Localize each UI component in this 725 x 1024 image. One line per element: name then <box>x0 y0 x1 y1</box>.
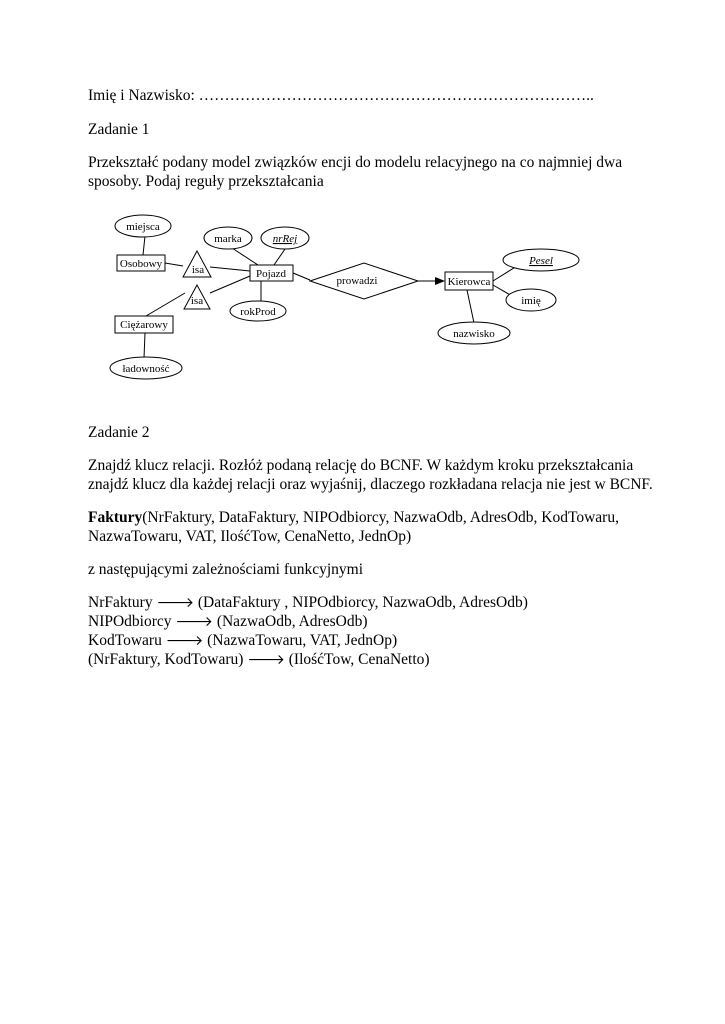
entity-pojazd <box>250 265 293 281</box>
attribute-marka <box>204 227 252 249</box>
arrow-right-icon: 🡒 <box>175 614 213 630</box>
arrow-head-icon <box>435 277 445 285</box>
attribute-rokprod <box>230 301 286 321</box>
attribute-miejsca-label: miejsca <box>126 221 160 233</box>
fd-line <box>88 650 430 670</box>
relationship-label: prowadzi <box>336 275 378 287</box>
isa-label-top: isa <box>191 264 205 276</box>
relation-schema-line1 <box>88 508 619 528</box>
attribute-nrrej <box>261 227 309 249</box>
fd-rhs: (DataFaktury , NIPOdbiorcy, NazwaOdb, AdresOdb) <box>194 594 528 611</box>
task1-title: Zadanie 1 <box>88 121 150 138</box>
arrow-right-icon: 🡒 <box>156 595 194 611</box>
task1-text-line1: Przekształć podany model związków encji do modelu relacyjnego na co najmniej dwa <box>88 154 623 171</box>
attribute-marka-label: marka <box>214 233 242 245</box>
attribute-miejsca <box>115 215 171 237</box>
fd-lhs: NIPOdbiorcy <box>88 613 176 630</box>
fd-lhs: NrFaktury <box>88 594 157 611</box>
isa-triangle-bottom <box>184 285 210 309</box>
isa-triangle-top <box>183 251 211 277</box>
entity-ciezarowy <box>115 316 173 333</box>
attribute-ladownosc-label: ładowność <box>122 363 170 375</box>
fd-rhs: (NazwaTowaru, VAT, JednOp) <box>203 632 398 649</box>
entity-pojazd-label: Pojazd <box>256 268 286 280</box>
relationship-prowadzi <box>310 263 418 299</box>
entity-kierowca <box>445 272 493 290</box>
entity-ciezarowy-label: Ciężarowy <box>120 319 168 331</box>
attribute-nazwisko-label: nazwisko <box>453 328 495 340</box>
fd-lhs: KodTowaru <box>88 632 166 649</box>
fd-rhs: (IlośćTow, CenaNetto) <box>284 651 430 668</box>
task1-text-line2: sposoby. Podaj reguły przekształcania <box>88 173 324 190</box>
fd-line <box>88 631 397 651</box>
relation-name: Faktury <box>88 509 143 526</box>
attribute-ladownosc <box>110 357 182 379</box>
entity-osobowy <box>117 255 165 271</box>
task2-text-line2: znajdź klucz dla każdej relacji oraz wyjaśnij, dlaczego rozkładana relacja nie jest w BCNF. <box>88 476 653 493</box>
arrow-right-icon: 🡒 <box>165 633 204 649</box>
task2-text-line1: Znajdź klucz relacji. Rozłóż podaną relację do BCNF. W każdym kroku przekształcania <box>88 457 634 474</box>
task2-title: Zadanie 2 <box>88 424 150 441</box>
attribute-imie-label: imię <box>521 295 541 307</box>
relation-attributes-line2: NazwaTowaru, VAT, IlośćTow, CenaNetto, JednOp) <box>88 528 412 545</box>
fd-line <box>88 612 367 632</box>
attribute-nrrej-label: nrRej <box>272 233 298 245</box>
entity-kierowca-label: Kierowca <box>447 276 491 288</box>
fd-header: z następującymi zależnościami funkcyjnymi <box>88 561 364 578</box>
attribute-imie <box>506 289 556 311</box>
fd-rhs: (NazwaOdb, AdresOdb) <box>212 613 368 630</box>
attribute-pesel <box>503 249 579 271</box>
attribute-pesel-label: Pesel <box>529 255 553 267</box>
arrow-right-icon: 🡒 <box>247 652 285 668</box>
isa-label-bottom: isa <box>190 295 204 307</box>
er-diagram <box>0 0 725 400</box>
entity-osobowy-label: Osobowy <box>119 258 163 270</box>
fd-lhs: (NrFaktury, KodTowaru) <box>88 651 248 668</box>
name-field-label: Imię i Nazwisko: ………………………………………………………………….. <box>88 87 594 104</box>
attribute-nazwisko <box>438 322 510 344</box>
attribute-rokprod-label: rokProd <box>240 306 276 318</box>
fd-line <box>88 593 528 613</box>
relation-attributes-line1: (NrFaktury, DataFaktury, NIPOdbiorcy, NazwaOdb, AdresOdb, KodTowaru, <box>142 509 619 526</box>
